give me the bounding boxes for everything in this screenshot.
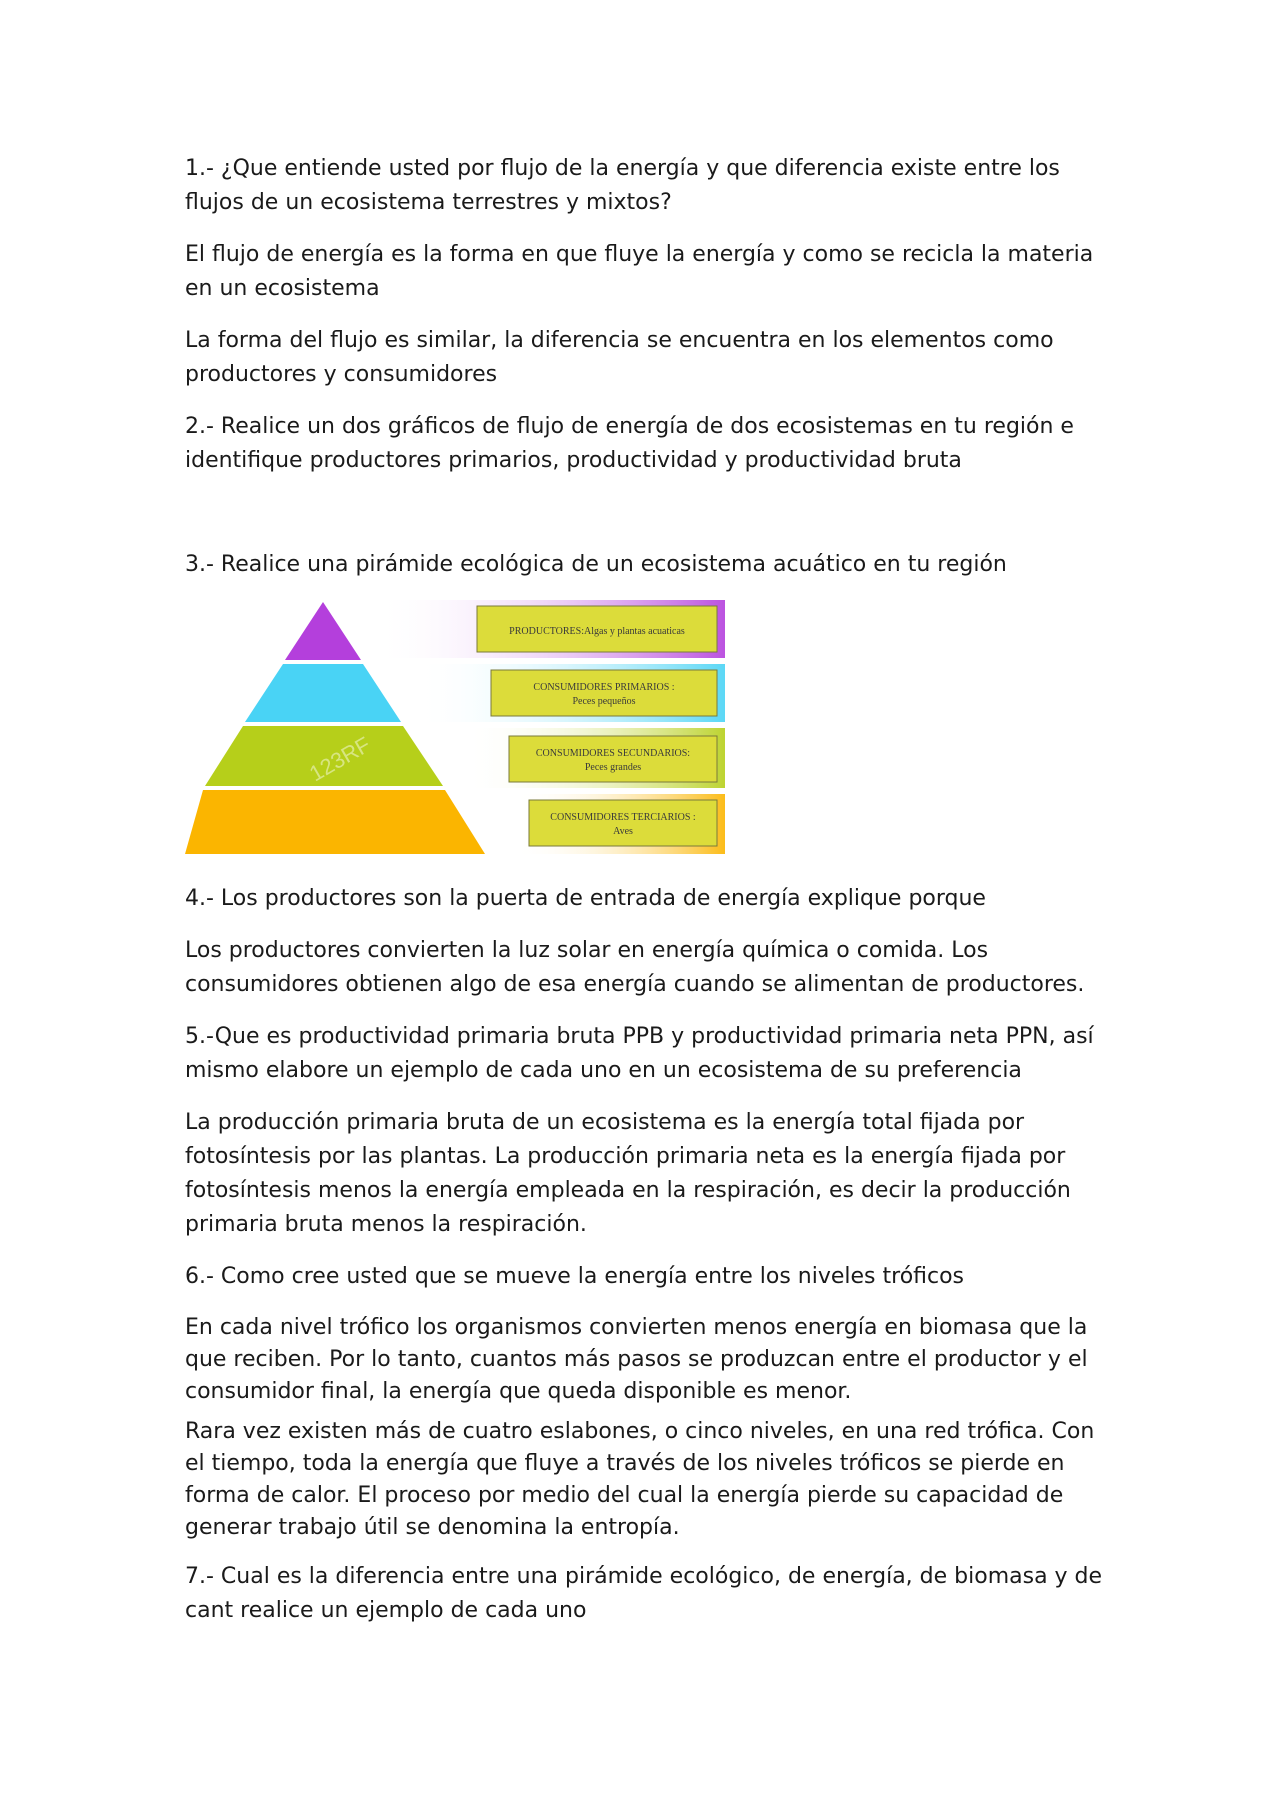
label-secondary-line2: Peces grandes bbox=[584, 762, 642, 773]
watermark: 123RF bbox=[305, 731, 375, 787]
answer-1b: La forma del flujo es similar, la diferencia se encuentra en los elementos como productores y consumidores bbox=[185, 328, 1054, 387]
label-primary-line2: Peces pequeños bbox=[572, 696, 636, 707]
question-7: 7.- Cual es la diferencia entre una pirámide ecológico, de energía, de biomasa y de cant realice un ejemplo de cada uno bbox=[185, 1564, 1103, 1623]
question-3: 3.- Realice una pirámide ecológica de un ecosistema acuático en tu región bbox=[185, 552, 1007, 577]
question-5: 5.-Que es productividad primaria bruta PPB y productividad primaria neta PPN, así mismo elabore un ejemplo de cada uno en un ecosistema de su preferencia bbox=[185, 1024, 1094, 1083]
label-tertiary-line1: CONSUMIDORES TERCIARIOS : bbox=[550, 812, 696, 823]
pyramid-tier-producers bbox=[285, 602, 361, 660]
ecological-pyramid bbox=[185, 592, 725, 862]
answer-1a: El flujo de energía es la forma en que fluye la energía y como se recicla la materia en un ecosistema bbox=[185, 242, 1094, 301]
label-box-primary bbox=[491, 670, 717, 716]
label-secondary-line1: CONSUMIDORES SECUNDARIOS: bbox=[535, 748, 691, 759]
answer-6b: Rara vez existen más de cuatro eslabones, o cinco niveles, en una red trófica. Con el tiempo, toda la energía que fluye a través de los niveles tróficos se pierde en forma de calor. El proceso por medio del cual la energía pierde su capacidad de generar trabajo útil se denomina la entropía. bbox=[185, 1419, 1095, 1540]
question-2: 2.- Realice un dos gráficos de flujo de energía de dos ecosistemas en tu región e identifique productores primarios, productividad y productividad bruta bbox=[185, 414, 1074, 473]
answer-5: La producción primaria bruta de un ecosistema es la energía total fijada por fotosíntesis por las plantas. La producción primaria neta es la energía fijada por fotosíntesis menos la energía empleada en la respiración, es decir la producción primaria bruta menos la respiración. bbox=[185, 1110, 1071, 1237]
label-primary-line1: CONSUMIDORES PRIMARIOS : bbox=[533, 682, 675, 693]
pyramid-tier-primary bbox=[245, 664, 401, 722]
label-box-tertiary bbox=[529, 800, 717, 846]
label-producers: PRODUCTORES:Algas y plantas acuaticas bbox=[509, 626, 685, 637]
question-6: 6.- Como cree usted que se mueve la energía entre los niveles tróficos bbox=[185, 1264, 965, 1289]
question-4: 4.- Los productores son la puerta de entrada de energía explique porque bbox=[185, 886, 986, 911]
label-box-secondary bbox=[509, 736, 717, 782]
answer-6a: En cada nivel trófico los organismos convierten menos energía en biomasa que la que reciben. Por lo tanto, cuantos más pasos se produzcan entre el productor y el consumidor final, la energía que queda disponible es menor. bbox=[185, 1315, 1088, 1404]
answer-4: Los productores convierten la luz solar en energía química o comida. Los consumidores obtienen algo de esa energía cuando se alimentan de productores. bbox=[185, 938, 1085, 997]
pyramid-tier-tertiary bbox=[185, 790, 485, 854]
label-tertiary-line2: Aves bbox=[613, 826, 633, 837]
question-1: 1.- ¿Que entiende usted por flujo de la energía y que diferencia existe entre los flujos de un ecosistema terrestres y mixtos? bbox=[185, 156, 1060, 215]
ecological-pyramid-figure bbox=[185, 592, 725, 862]
